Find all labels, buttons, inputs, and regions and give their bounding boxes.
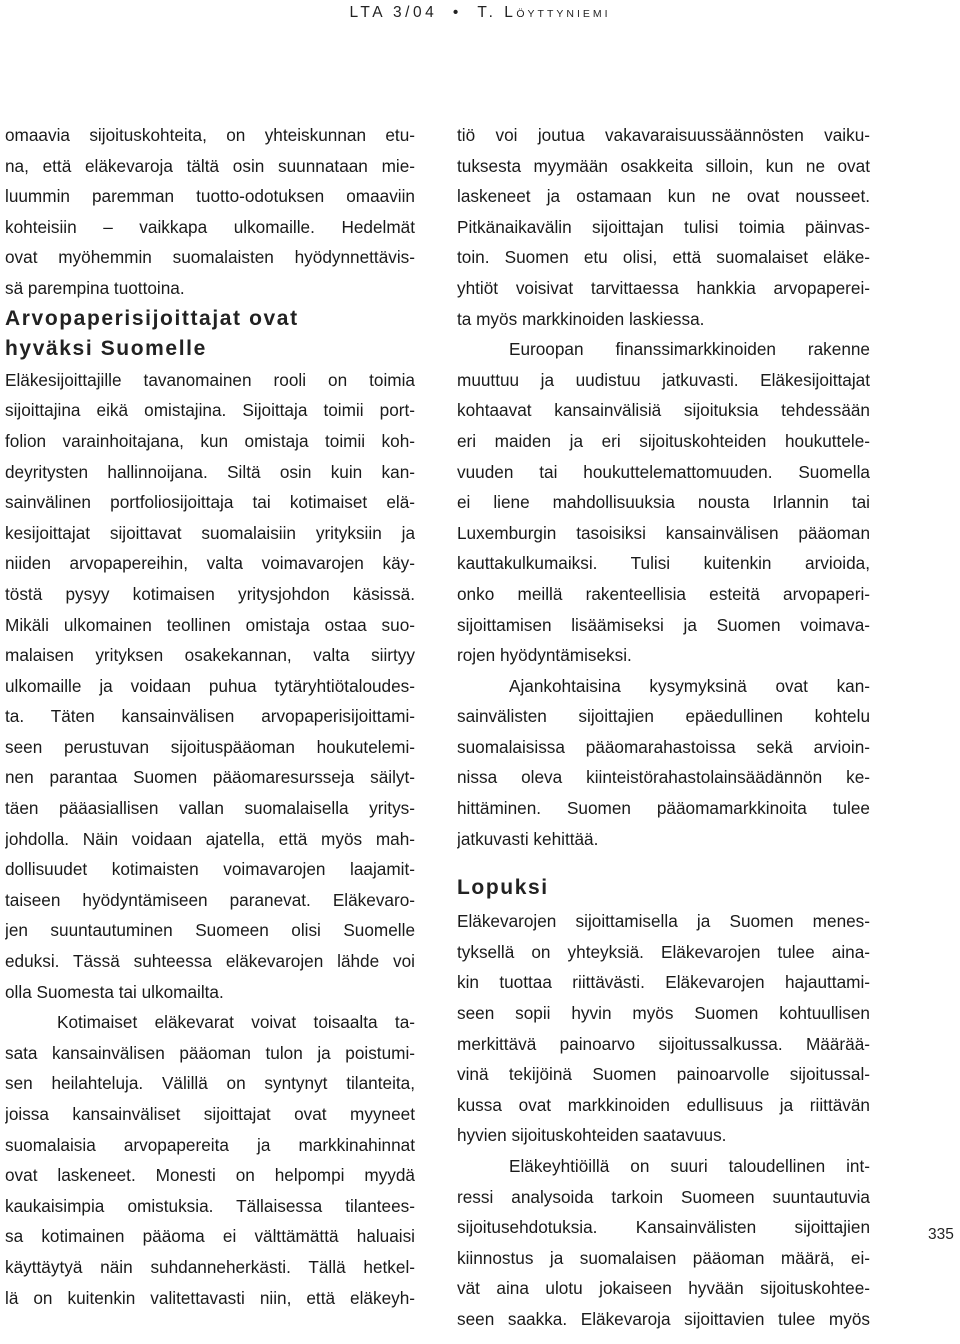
text-line: laskeneet ja ostamaan kun ne ovat nousseet.	[457, 186, 870, 207]
text-line: eri maiden ja eri sijoituskohteiden houkuttele-	[457, 430, 870, 451]
text-line: eduksi. Tässä suhteessa eläkevarojen lähde voi	[5, 951, 415, 972]
text-line: sa kotimainen pääoma ei välttämättä haluaisi	[5, 1226, 415, 1247]
text-line: joissa kansainväliset sijoittajat ovat myyneet	[5, 1104, 415, 1124]
text-line: johdolla. Näin voidaan ajatella, että myös mah-	[5, 828, 415, 849]
text-line: vuuden tai houkuttelemattomuuden. Suomella	[457, 461, 870, 482]
text-line: sen heilahteluja. Välillä on syntynyt tilanteita,	[5, 1073, 415, 1094]
text-line: niiden arvopapereihin, valta voimavarojen käy-	[5, 553, 415, 574]
author-surname: ÖYTTYNIEMI	[516, 8, 611, 20]
text-line: folion varainhoitajana, kun omistaja toimii koh-	[5, 430, 415, 451]
text-line: ovat myöhemmin suomalaisten hyödynnettävis-	[5, 247, 415, 268]
text-line: Luxemburgin tasoisiksi kansainvälisen pääoman	[457, 522, 870, 543]
text-line: kesijoittajat sijoittavat suomalaisiin yrityksiin ja	[5, 522, 415, 543]
text-line: toin. Suomen etu olisi, että suomalaiset eläke-	[457, 247, 870, 268]
paragraph-first-line: Eläkeyhtiöillä on suuri taloudellinen int-	[509, 1156, 870, 1176]
text-line: tuksesta myymään osakkeita silloin, kun ne ovat	[457, 155, 870, 176]
text-line: jen suuntautuminen Suomeen olisi Suomelle	[5, 920, 415, 941]
text-line: merkittävä painoarvo sijoitussalkussa. Määrää-	[457, 1033, 870, 1054]
text-line: kohtaavat kansainvälisiä sijoituksia tehdessään	[457, 400, 870, 421]
text-line: kussa ovat markkinoiden edullisuus ja riittävän	[457, 1094, 870, 1115]
text-line: sata kansainvälisen pääoman tulon ja poistumi-	[5, 1042, 415, 1063]
text-line: ulkomaille ja voidaan puhua tytäryhtiötaloudes-	[5, 675, 415, 696]
left-column	[5, 120, 415, 1313]
text-line: käyttäytyä näin suhdanneherkästi. Tällä hetkel-	[5, 1256, 415, 1277]
text-line: tyksellä on yhteyksiä. Eläkevarojen tulee aina-	[457, 941, 870, 962]
text-line: sainvälinen portfoliosijoittaja tai kotimaiset elä-	[5, 492, 415, 513]
text-line: Pitkänaikavälin sijoittajan tulisi toimia päinvas-	[457, 216, 870, 237]
text-line: sainvälisten sijoittajien epäedullinen kohtelu	[457, 706, 870, 727]
text-line: deyritysten hallinnoijana. Siltä osin kuin kan-	[5, 461, 415, 482]
text-line: sijoitusehdotuksia. Kansainvälisten sijoittajien	[457, 1217, 870, 1238]
text-line: ressi analysoida tarkoin Suomeen suuntautuvia	[457, 1186, 870, 1207]
text-line: ei liene mahdollisuuksia nousta Irlannin tai	[457, 492, 870, 513]
page-number: 335	[928, 1226, 954, 1243]
text-line: ovat laskeneet. Monesti on helpompi myydä	[5, 1165, 415, 1186]
right-column	[457, 120, 870, 1335]
text-line: seen perustuvan sijoituspääoman houkutelemi-	[5, 736, 415, 757]
text-line: seen saakka. Eläkevaroja sijoittavien tulee myös	[457, 1308, 870, 1329]
text-line: tiö voi joutua vakavaraisuussäännösten vaiku-	[457, 125, 870, 145]
text-line: dollisuudet kotimaisten voimavarojen laajamit-	[5, 859, 415, 880]
text-line: kaukaisimpia omistuksia. Tällaisessa tilantees-	[5, 1195, 415, 1216]
text-line: seen sopii hyvin myös Suomen kohtuullisen	[457, 1003, 870, 1024]
text-line: yhtiöt voisivat tarvittaessa hankkia arvopaperei-	[457, 277, 870, 298]
section-heading: Lopuksi	[457, 876, 549, 900]
text-line: Eläkevarojen sijoittamisella ja Suomen menes-	[457, 911, 870, 932]
text-line: sijoittajina eikä omistajina. Sijoittaja toimii port-	[5, 400, 415, 421]
text-line: kauttakulkumaiksi. Tulisi kuitenkin arvioida,	[457, 553, 870, 574]
text-line: kiinnostus ja suomalaisen pääoman määrä, ei-	[457, 1247, 870, 1268]
text-line: ta myös markkinoiden laskiessa.	[457, 308, 705, 329]
section-heading: Arvopaperisijoittajat ovat	[5, 306, 299, 330]
paragraph-first-line: Ajankohtaisina kysymyksinä ovat kan-	[509, 675, 870, 696]
text-line: vät aina ulotu jokaiseen hyvään sijoituskohtee-	[457, 1278, 870, 1299]
text-line: muuttuu ja uudistuu jatkuvasti. Eläkesijoittajat	[457, 369, 870, 390]
text-line: ta. Täten kansainvälisen arvopaperisijoittami-	[5, 706, 415, 727]
text-line: nissa oleva kiinteistörahastolainsäädännön ke-	[457, 767, 870, 788]
text-line: onko meillä rakenteellisia esteitä arvopaperi-	[457, 583, 870, 604]
text-line: töstä pysyy kotimaisen yritysjohdon käsissä.	[5, 583, 415, 604]
text-line: nen parantaa Suomen pääomaresursseja säilyt-	[5, 767, 415, 788]
text-line: na, että eläkevaroja tältä osin suunnataan mie-	[5, 155, 415, 176]
text-line: Eläkesijoittajille tavanomainen rooli on toimia	[5, 369, 415, 390]
running-header	[0, 4, 960, 22]
text-line: Mikäli ulkomainen teollinen omistaja ostaa suo-	[5, 614, 415, 635]
text-line: täen pääasiallisen vallan suomalaisella yritys-	[5, 798, 415, 819]
section-heading: hyväksi Suomelle	[5, 337, 207, 361]
text-line: hyvien sijoituskohteiden saatavuus.	[457, 1125, 727, 1146]
header-bullet: •	[452, 4, 462, 21]
text-line: taiseen hyödyntämiseen paranevat. Eläkevaro-	[5, 889, 415, 910]
text-line: suomalaisissa pääomarahastoissa sekä arvioin-	[457, 736, 870, 757]
text-line: vinä tekijöinä Suomen painoarvolle sijoitussal-	[457, 1064, 870, 1085]
text-line: malaisen yrityksen osakekannan, valta siirtyy	[5, 645, 415, 666]
text-line: omaavia sijoituskohteita, on yhteiskunnan etu-	[5, 125, 415, 145]
journal-issue: LTA 3/04	[349, 4, 438, 21]
text-line: olla Suomesta tai ulkomailta.	[5, 981, 224, 1002]
text-line: rojen hyödyntämiseksi.	[457, 645, 632, 666]
author-initial: T. L	[477, 4, 517, 21]
text-line: jatkuvasti kehittää.	[457, 828, 599, 849]
text-line: suomalaisia arvopapereita ja markkinahinnat	[5, 1134, 415, 1155]
text-line: sijoittamisen lisäämiseksi ja Suomen voimava-	[457, 614, 870, 635]
paragraph-first-line: Kotimaiset eläkevarat voivat toisaalta ta-	[57, 1012, 415, 1033]
text-line: sä parempina tuottoina.	[5, 277, 185, 298]
text-line: kohteisiin – vaikkapa ulkomaille. Hedelmät	[5, 216, 415, 237]
text-line: hittäminen. Suomen pääomamarkkinoita tulee	[457, 798, 870, 819]
paragraph-first-line: Euroopan finanssimarkkinoiden rakenne	[509, 339, 870, 360]
text-line: kin tuottaa riittävästi. Eläkevarojen hajauttami-	[457, 972, 870, 993]
text-line: lä on kuitenkin valitettavasti niin, että eläkeyh-	[5, 1287, 415, 1308]
text-line: luummin paremman tuotto-odotuksen omaaviin	[5, 186, 415, 207]
